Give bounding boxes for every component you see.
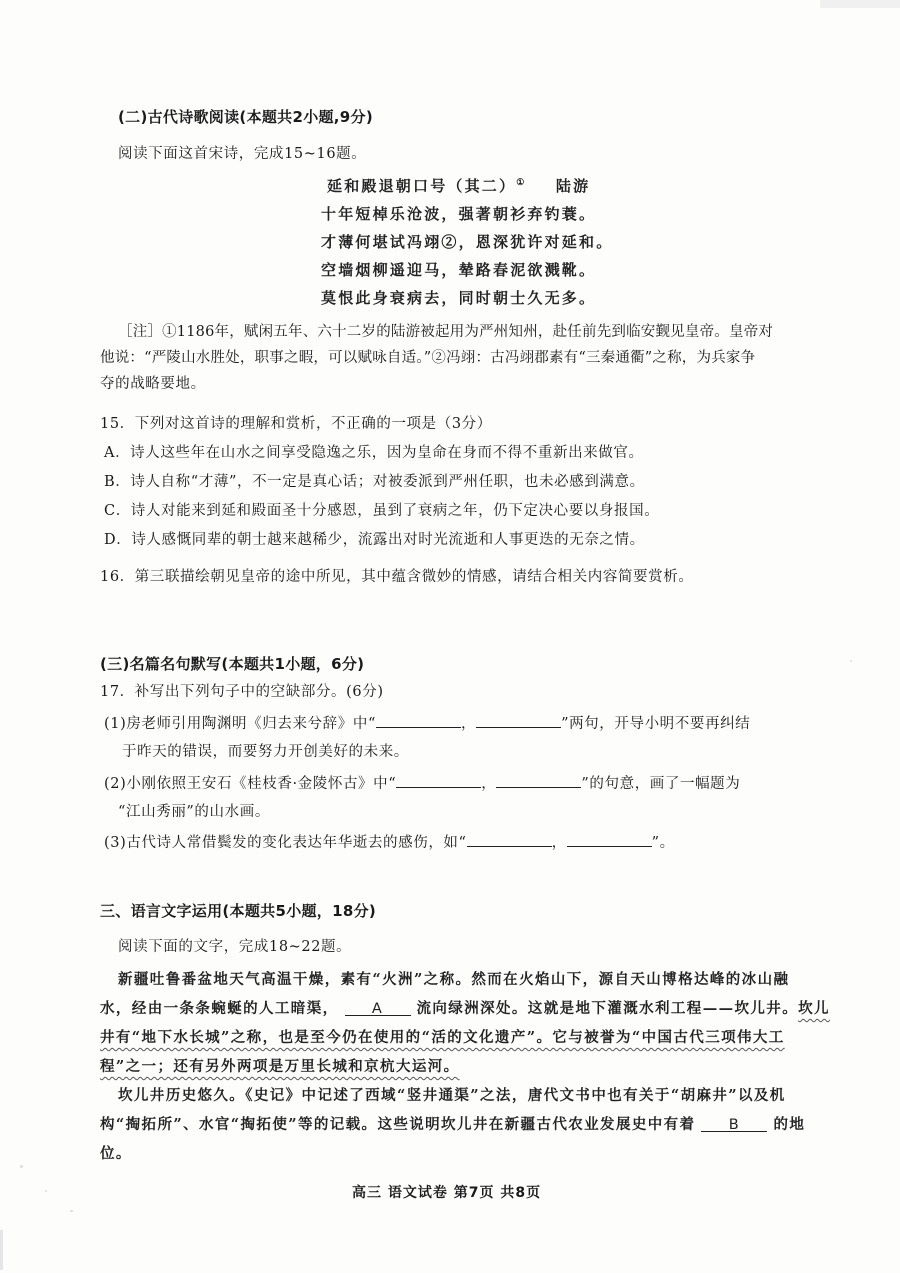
q17-item-2-pre: (2)小刚依照王安石《桂枝香·金陵怀古》中“ <box>104 776 397 792</box>
passage-text: 的地 <box>773 1116 806 1133</box>
answer-blank[interactable] <box>467 832 552 847</box>
poem-title-line <box>327 175 590 196</box>
language-instruction: 阅读下面的文字，完成18~22题。 <box>118 939 352 955</box>
question-16-stem: 16．第三联描绘朝见皇帝的途中所见，其中蕴含微妙的情感，请结合相关内容简要赏析。 <box>100 569 694 585</box>
q17-item-1-pre: (1)房老师引用陶渊明《归去来兮辞》中“ <box>104 716 376 732</box>
question-17-stem: 17．补写出下列句子中的空缺部分。(6分) <box>100 684 384 700</box>
q17-item-3-post: ”。 <box>651 835 675 851</box>
passage-text: 水，经由一条条蜿蜒的人工暗渠， <box>100 1000 339 1017</box>
poem-line: 莫恨此身衰病去，同时朝士久无多。 <box>321 289 597 307</box>
poetry-instruction: 阅读下面这首宋诗，完成15~16题。 <box>118 146 367 162</box>
scan-speck <box>70 1210 73 1212</box>
q17-item-1-post: ”两句，开导小明不要再纠结 <box>561 716 751 732</box>
poem-note-mark: ① <box>516 178 527 188</box>
poem-note: ［注］①1186年，赋闲五年、六十二岁的陆游被起用为严州知州，赴任前先到临安觐见皇帝。皇帝对 <box>118 324 774 340</box>
poem-line: 才薄何堪试冯翊②，恩深犹许对延和。 <box>321 233 614 251</box>
poem-line: 空墙烟柳遥迎马，辇路春泥欲溅靴。 <box>321 261 597 279</box>
q17-item-2 <box>104 772 740 793</box>
q17-item-1-cont: 于昨天的错误，而要努力开创美好的未来。 <box>122 744 409 760</box>
blank-a[interactable]: A <box>345 1001 411 1016</box>
q15-option-a: A．诗人这些年在山水之间享受隐逸之乐，因为皇命在身而不得不重新出来做官。 <box>104 445 644 461</box>
poem-title: 延和殿退朝口号（其二） <box>327 177 517 195</box>
q17-item-1 <box>104 712 750 733</box>
poem-line: 十年短棹乐沧波，强著朝衫弃钓蓑。 <box>321 205 597 223</box>
passage-p1-line1: 新疆吐鲁番盆地天气高温干燥，素有“火洲”之称。然而在火焰山下，源自天山博格达峰的冰山融 <box>118 971 790 988</box>
scan-speck <box>45 1190 47 1192</box>
wavy-underlined-text: 坎儿 <box>798 1000 830 1017</box>
poem-author: 陆游 <box>555 177 591 195</box>
scan-speck <box>850 660 852 662</box>
q17-item-3-pre: (3)古代诗人常借鬓发的变化表达年华逝去的感伤，如“ <box>104 835 467 851</box>
passage-p1-line2 <box>100 997 830 1018</box>
scan-speck <box>20 1165 23 1168</box>
q17-item-3-mid: ， <box>551 835 567 851</box>
poem-note: 他说：“严陵山水胜处，职事之暇，可以赋咏自适。”②冯翊：古冯翊郡素有“三秦通衢”之称，为兵家争 <box>100 350 756 366</box>
answer-blank[interactable] <box>567 832 652 847</box>
answer-blank[interactable] <box>496 773 581 788</box>
passage-p2-line2 <box>100 1113 805 1134</box>
q17-item-2-post: ”的句意，画了一幅题为 <box>581 776 741 792</box>
section-heading-dictation: (三)名篇名句默写(本题共1小题，6分) <box>100 655 365 673</box>
q17-item-2-cont: “江山秀丽”的山水画。 <box>118 804 270 820</box>
page-footer: 高三 语文试卷 第7页 共8页 <box>352 1185 542 1201</box>
blank-b[interactable]: B <box>701 1117 767 1132</box>
section-heading-poetry: (二)古代诗歌阅读(本题共2小题,9分) <box>118 108 373 126</box>
passage-text: 构“掏拓所”、水官“掏拓使”等的记载。这些说明坎儿井在新疆古代农业发展史中有着 <box>100 1116 696 1133</box>
q17-item-1-mid: ， <box>460 716 477 732</box>
passage-p1-line4-wavy: 程”之一；还有另外两项是万里长城和京杭大运河。 <box>100 1058 460 1075</box>
question-15-stem: 15．下列对这首诗的理解和赏析，不正确的一项是（3分） <box>100 416 492 432</box>
q17-item-2-mid: ， <box>481 776 497 792</box>
scan-edge <box>820 0 900 8</box>
passage-p1-line3-wavy: 井有“地下水长城”之称，也是至今仍在使用的“活的文化遗产”。它与被誉为“中国古代三项伟大工 <box>100 1029 785 1046</box>
q17-item-3 <box>104 831 675 852</box>
section-heading-language: 三、语言文字运用(本题共5小题，18分) <box>100 902 377 920</box>
passage-p2-line3: 位。 <box>100 1145 132 1162</box>
answer-blank[interactable] <box>396 773 481 788</box>
passage-p2-line1: 坎儿井历史悠久。《史记》中记述了西域“竖井通渠”之法，唐代文书中也有关于“胡麻井”以及机 <box>118 1087 786 1104</box>
poem-note: 夺的战略要地。 <box>100 376 206 392</box>
q15-option-d: D．诗人感慨同辈的朝士越来越稀少，流露出对时光流逝和人事更迭的无奈之情。 <box>104 532 645 548</box>
answer-blank[interactable] <box>376 713 461 728</box>
passage-text: 流向绿洲深处。这就是地下灌溉水利工程——坎儿井。 <box>416 1000 799 1017</box>
q15-option-c: C．诗人对能来到延和殿面圣十分感恩，虽到了衰病之年，仍下定决心要以身报国。 <box>104 503 660 519</box>
q15-option-b: B．诗人自称“才薄”，不一定是真心话；对被委派到严州任职，也未必感到满意。 <box>104 474 645 490</box>
answer-blank[interactable] <box>476 713 561 728</box>
scan-edge <box>0 1230 3 1270</box>
